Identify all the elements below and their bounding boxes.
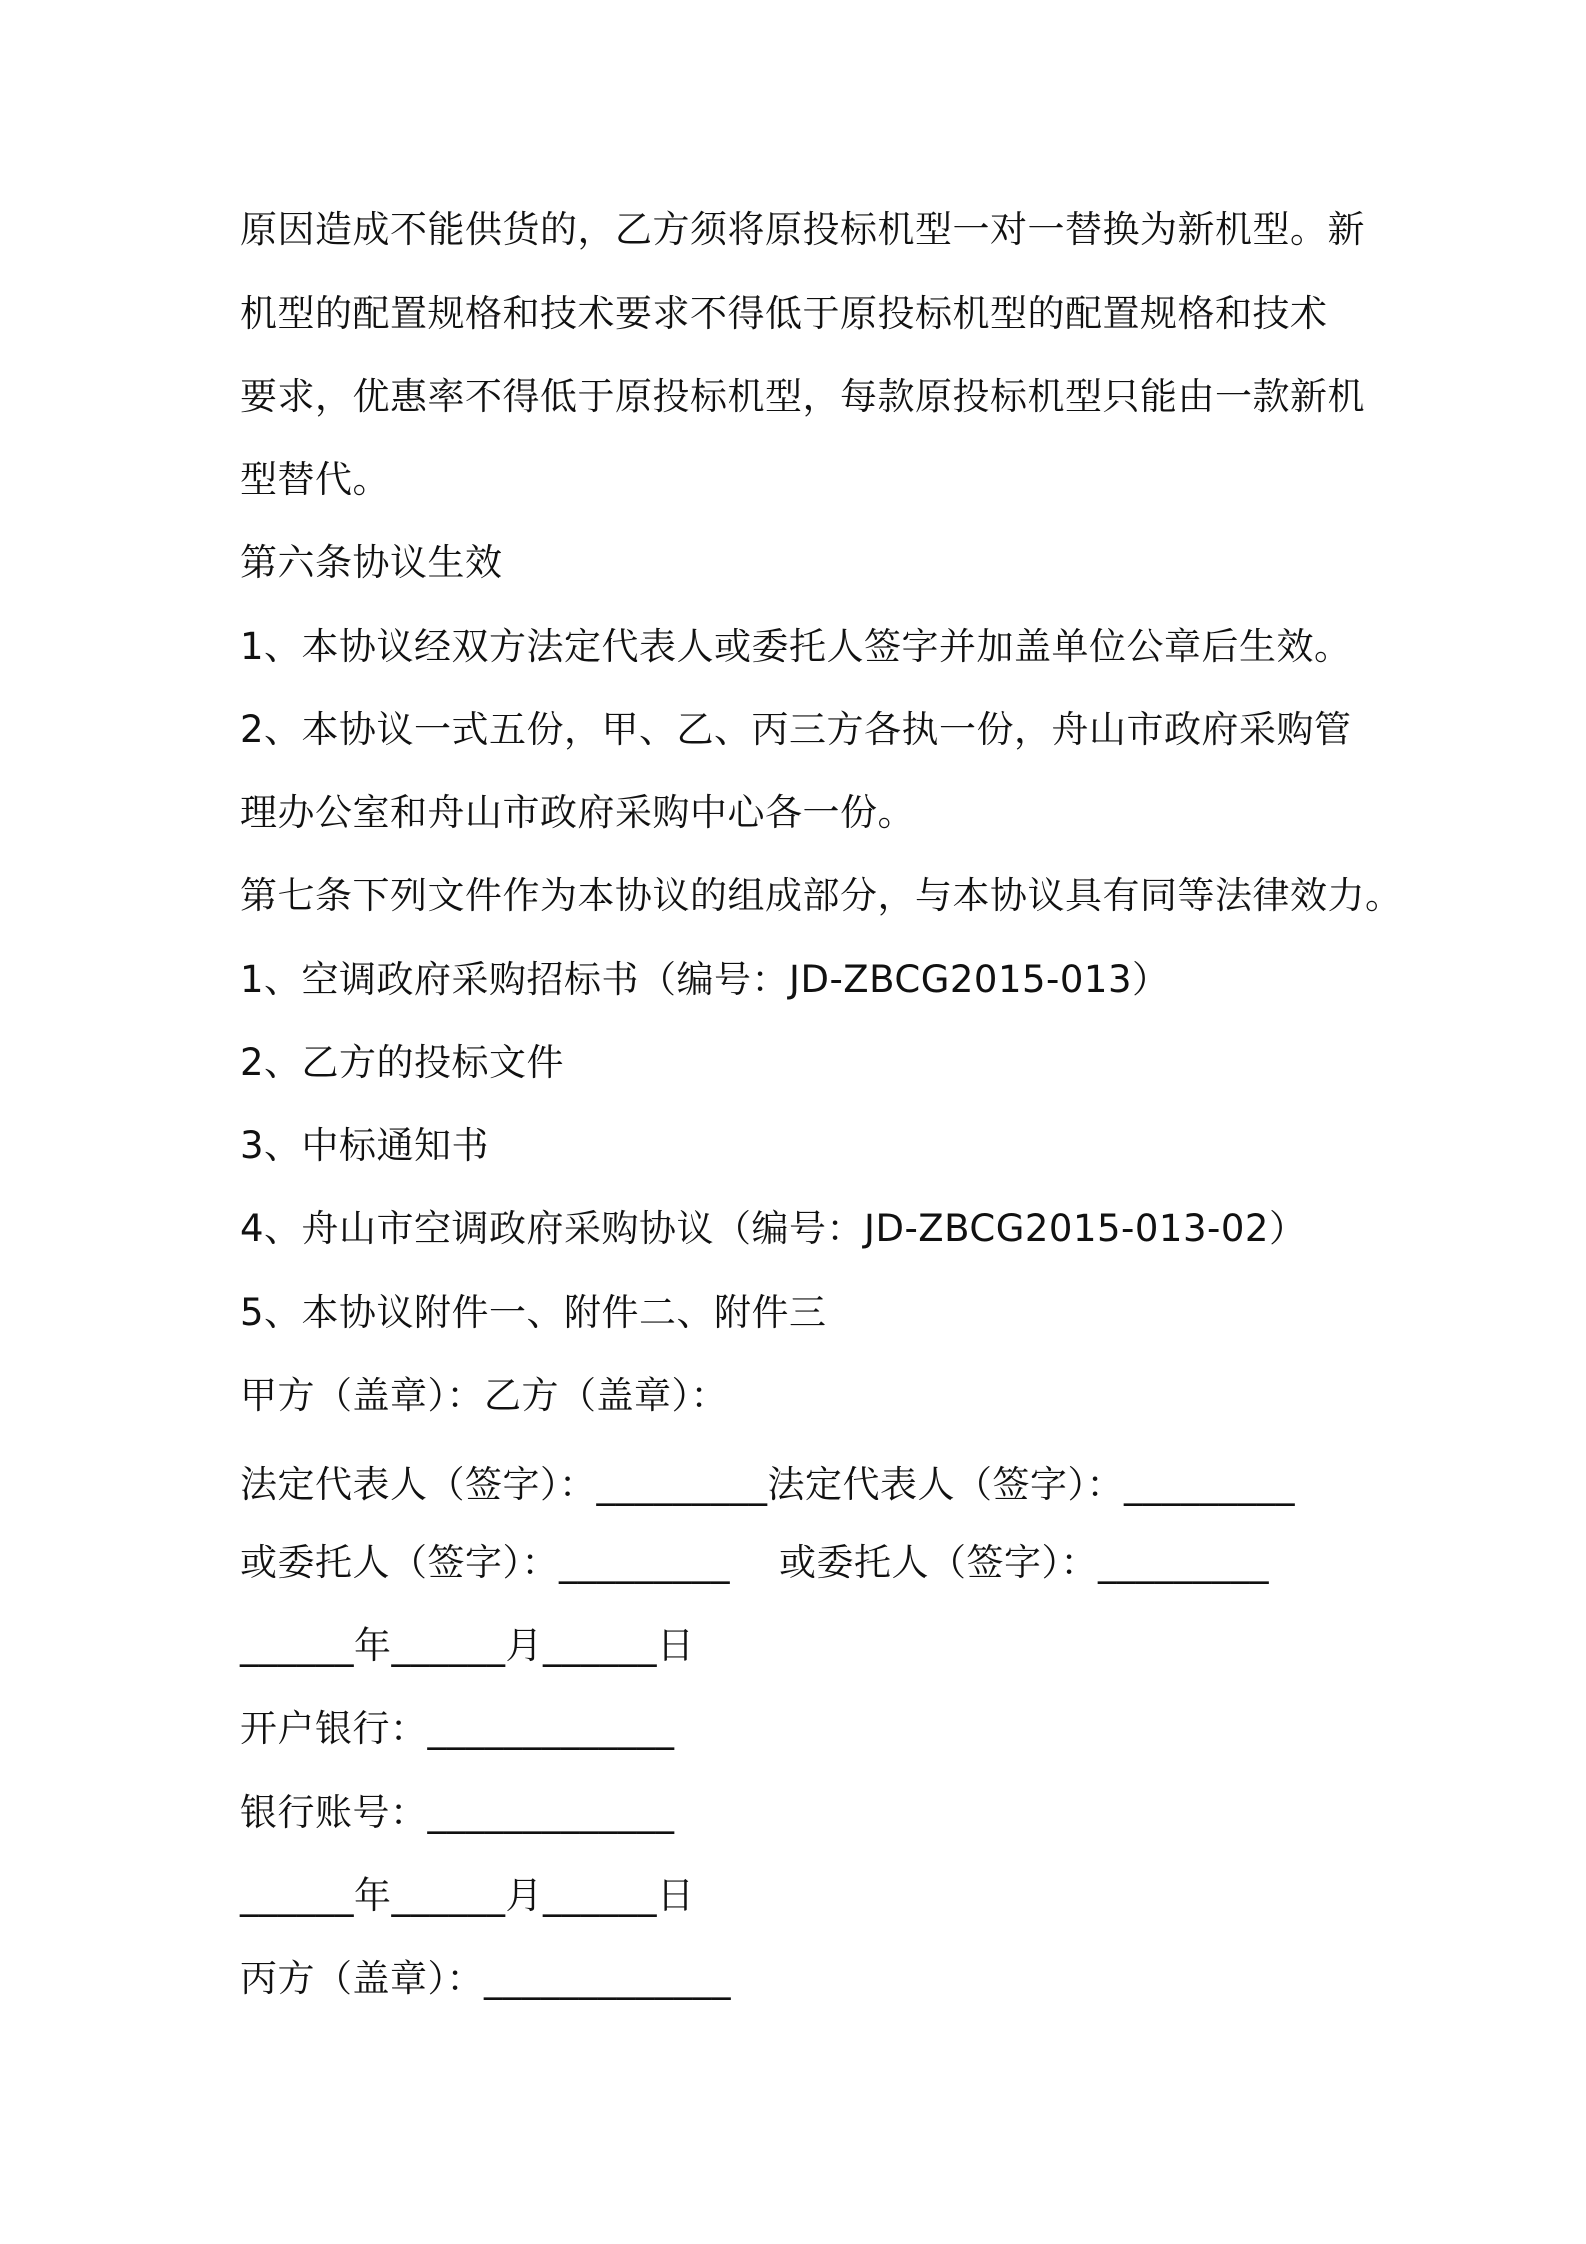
date-line: ______年______月______日: [240, 1874, 695, 1917]
list-item: 4、舟山市空调政府采购协议（编号：JD-ZBCG2015-013-02）: [240, 1207, 1307, 1250]
list-item: 理办公室和舟山市政府采购中心各一份。: [240, 791, 915, 834]
list-item: 2、本协议一式五份，甲、乙、丙三方各执一份，舟山市政府采购管: [240, 708, 1352, 751]
document-page: [240, 0, 1403, 2244]
signature-proxy-line: 或委托人（签字）：_________ 或委托人（签字）：_________: [240, 1541, 1270, 1584]
signature-representative-line: 法定代表人（签字）：_________法定代表人（签字）：_________: [240, 1463, 1295, 1506]
list-item: 1、空调政府采购招标书（编号：JD-ZBCG2015-013）: [240, 958, 1170, 1001]
paragraph-line: 要求，优惠率不得低于原投标机型，每款原投标机型只能由一款新机: [240, 375, 1365, 418]
list-item: 3、中标通知书: [240, 1124, 490, 1167]
list-item: 5、本协议附件一、附件二、附件三: [240, 1291, 827, 1334]
bank-account-line: 银行账号：_____________: [240, 1791, 675, 1834]
paragraph-line: 型替代。: [240, 458, 390, 501]
bank-name-line: 开户银行：_____________: [240, 1707, 675, 1750]
section-heading: 第六条协议生效: [240, 541, 503, 584]
list-item: 2、乙方的投标文件: [240, 1041, 565, 1084]
paragraph-line: 原因造成不能供货的，乙方须将原投标机型一对一替换为新机型。新: [240, 208, 1365, 251]
section-heading: 第七条下列文件作为本协议的组成部分，与本协议具有同等法律效力。: [240, 874, 1403, 917]
signature-party-line: 甲方（盖章）：乙方（盖章）：: [240, 1374, 728, 1417]
date-line: ______年______月______日: [240, 1624, 695, 1667]
list-item: 1、本协议经双方法定代表人或委托人签字并加盖单位公章后生效。: [240, 625, 1352, 668]
paragraph-line: 机型的配置规格和技术要求不得低于原投标机型的配置规格和技术: [240, 292, 1328, 335]
signature-party-line: 丙方（盖章）：_____________: [240, 1957, 731, 2000]
